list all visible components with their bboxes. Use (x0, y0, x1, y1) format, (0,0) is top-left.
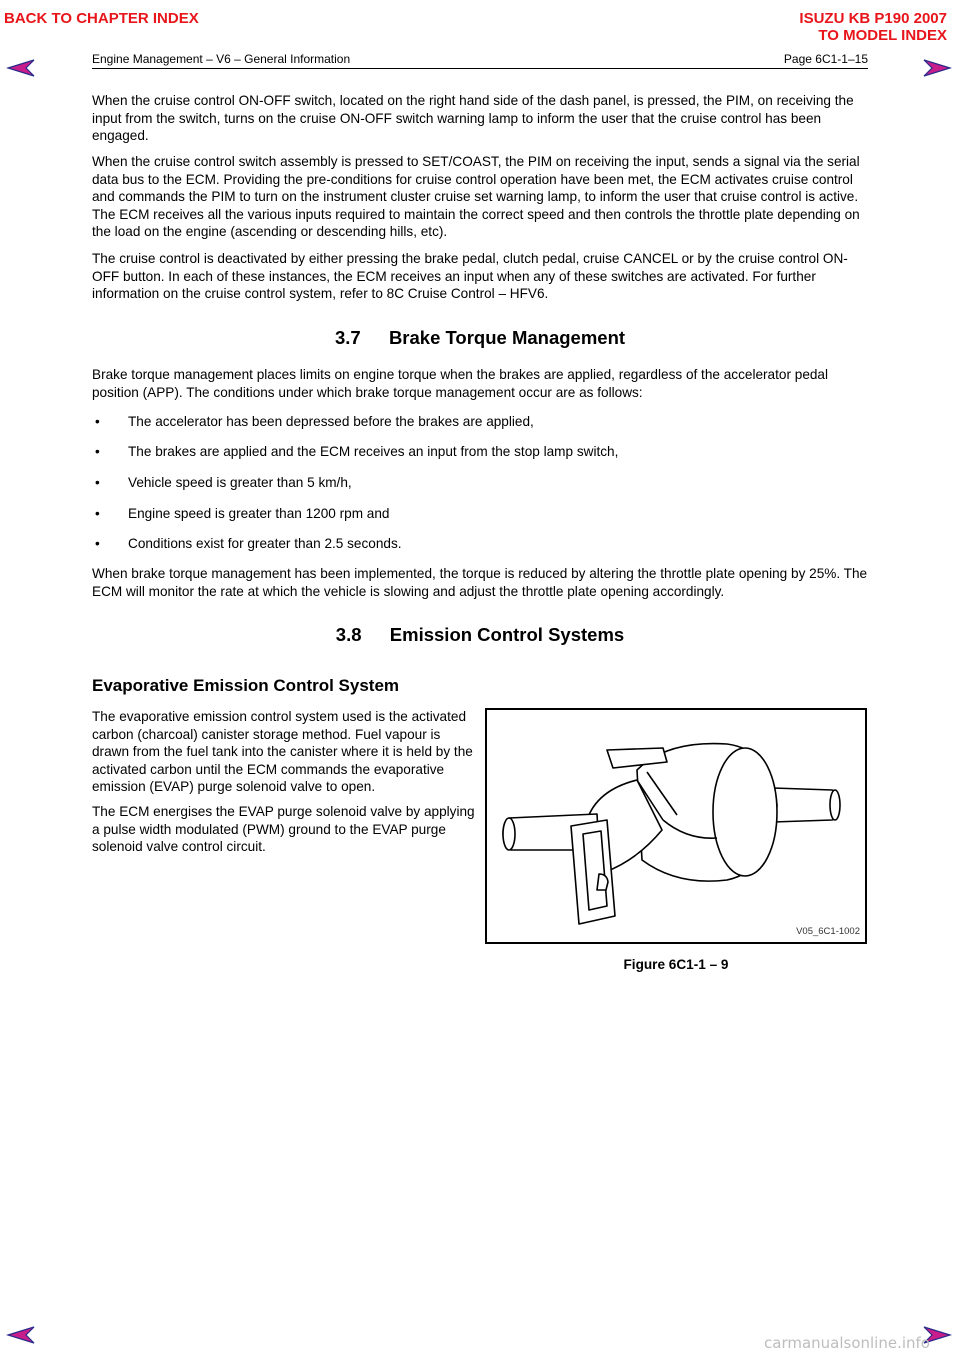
bullet-icon: • (95, 506, 100, 521)
site-watermark: carmanualsonline.info (764, 1334, 930, 1352)
paragraph: The ECM energises the EVAP purge solenoid valve by applying a pulse width modulated (PWM) ground to the EVAP purge solenoid valve control circuit. (92, 804, 475, 854)
section-title: Engine Management – V6 – General Information (92, 52, 351, 66)
figure-illustration (485, 708, 867, 944)
model-index-block (799, 10, 947, 44)
page-number: Page 6C1-1–15 (783, 52, 868, 66)
to-model-index-link[interactable]: TO MODEL INDEX (818, 27, 947, 44)
running-header (92, 52, 868, 69)
paragraph: The evaporative emission control system used is the activated carbon (charcoal) canister storage method. Fuel vapour is drawn from the fuel tank into the canister where it is held by the activated carbon until the ECM commands the evaporative emission (EVAP) purge solenoid valve to open. (92, 709, 473, 794)
section-title: Emission Control Systems (389, 624, 625, 645)
list-item-text: The brakes are applied and the ECM receives an input from the stop lamp switch, (128, 444, 619, 459)
illustration-id: V05_6C1-1002 (796, 926, 860, 937)
list-item-text: Vehicle speed is greater than 5 km/h, (128, 475, 352, 490)
subsection-heading: Evaporative Emission Control System (92, 676, 400, 695)
bullet-icon: • (95, 444, 100, 459)
figure-caption: Figure 6C1-1 – 9 (623, 957, 729, 972)
section-number: 3.8 (335, 624, 362, 645)
section-heading-3-8 (0, 624, 960, 646)
list-item-text: Engine speed is greater than 1200 rpm and (128, 506, 390, 521)
paragraph: Brake torque management places limits on engine torque when the brakes are applied, regardless of the accelerator pedal position (APP). The conditions under which brake torque management occur are as follows: (92, 367, 829, 400)
paragraph: When the cruise control ON-OFF switch, located on the right hand side of the dash panel, is pressed, the PIM, on receiving the input from the switch, turns on the cruise ON-OFF switch warning lamp to inform the user that the cruise control has been engaged. (92, 93, 854, 143)
model-title: ISUZU KB P190 2007 (799, 10, 947, 27)
section-title: Brake Torque Management (388, 327, 626, 348)
bullet-icon: • (95, 475, 100, 490)
purge-solenoid-valve-illustration (487, 710, 865, 942)
list-item-text: The accelerator has been depressed before the brakes are applied, (128, 414, 534, 429)
paragraph: The cruise control is deactivated by either pressing the brake pedal, clutch pedal, cruise CANCEL or by the cruise control ON-OFF button. In each of these instances, the ECM receives an input when any of these switches are activated. For further information on the cruise control system, refer to 8C Cruise Control – HFV6. (92, 251, 848, 301)
paragraph: When brake torque management has been implemented, the torque is reduced by altering the throttle plate opening by 25%. The ECM will monitor the rate at which the vehicle is slowing and adjust the throttle plate opening accordingly. (92, 566, 868, 599)
bullet-icon: • (95, 414, 100, 429)
left-arrow-icon[interactable] (6, 58, 36, 78)
paragraph: When the cruise control switch assembly is pressed to SET/COAST, the PIM on receiving the input, sends a signal via the serial data bus to the ECM. Providing the pre-conditions for cruise control operation have been met, the ECM activates cruise control and commands the PIM to turn on the instrument cluster cruise set warning lamp, to inform the user that cruise control is active. The ECM receives all the various inputs required to maintain the correct speed and then controls the throttle plate depending on the load on the engine (ascending or descending hills, etc). (92, 154, 860, 239)
list-item-text: Conditions exist for greater than 2.5 seconds. (128, 536, 402, 551)
back-to-chapter-index-link[interactable]: BACK TO CHAPTER INDEX (4, 10, 199, 27)
left-arrow-icon[interactable] (6, 1325, 36, 1345)
section-number: 3.7 (334, 327, 361, 348)
bullet-icon: • (95, 536, 100, 551)
section-heading-3-7 (0, 327, 960, 349)
right-arrow-icon[interactable] (922, 58, 952, 78)
